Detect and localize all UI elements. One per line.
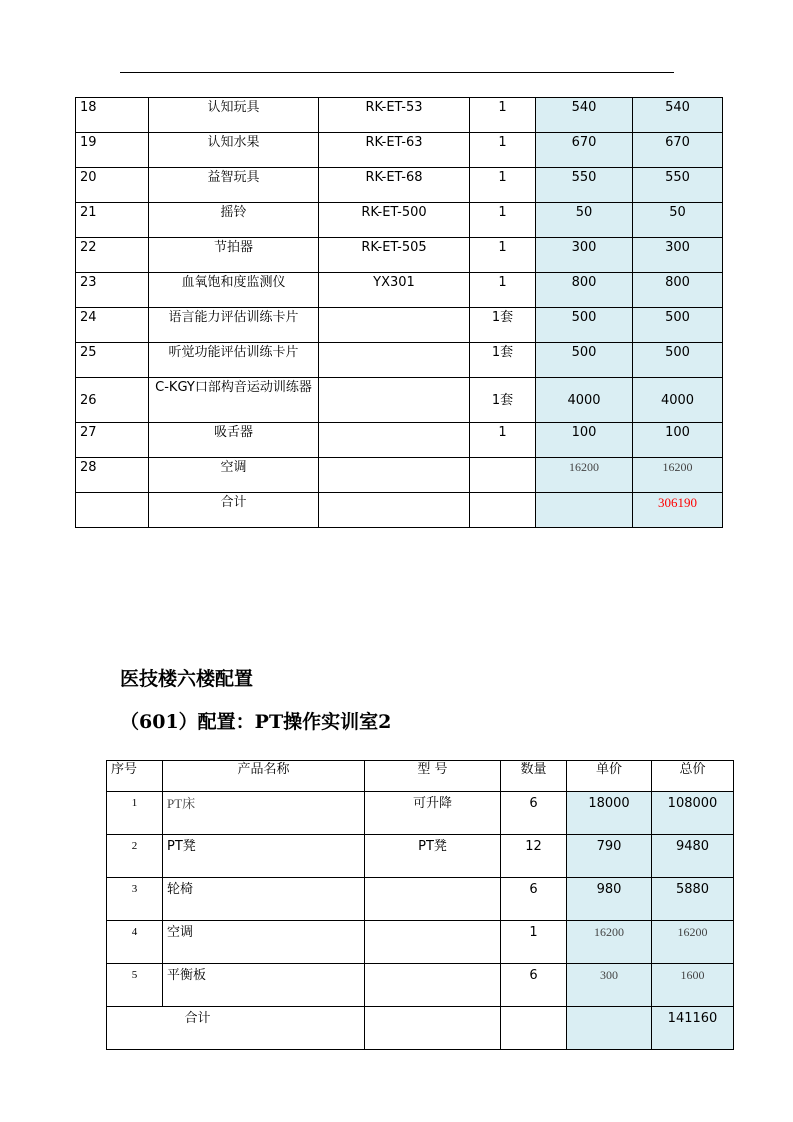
model: 可升降 bbox=[365, 792, 501, 835]
quantity: 1 bbox=[501, 921, 567, 964]
product-name: 语言能力评估训练卡片 bbox=[149, 308, 319, 343]
unit-price: 4000 bbox=[536, 378, 633, 423]
product-name: 空调 bbox=[149, 458, 319, 493]
table-row bbox=[76, 98, 723, 133]
unit-price: 18000 bbox=[567, 792, 652, 835]
empty-cell bbox=[76, 493, 149, 528]
table-row bbox=[107, 878, 734, 921]
table-row bbox=[76, 343, 723, 378]
empty-cell bbox=[501, 1007, 567, 1050]
row-number: 5 bbox=[107, 964, 163, 1007]
model: RK-ET-68 bbox=[319, 168, 470, 203]
unit-price: 50 bbox=[536, 203, 633, 238]
table-row bbox=[107, 835, 734, 878]
unit-price: 500 bbox=[536, 343, 633, 378]
table-row bbox=[107, 964, 734, 1007]
table-row bbox=[76, 308, 723, 343]
row-number: 21 bbox=[76, 203, 149, 238]
table-row bbox=[76, 203, 723, 238]
total-price: 16200 bbox=[633, 458, 723, 493]
quantity: 1 bbox=[470, 203, 536, 238]
row-number: 26 bbox=[76, 378, 149, 423]
unit-price: 800 bbox=[536, 273, 633, 308]
row-number: 28 bbox=[76, 458, 149, 493]
total-price: 500 bbox=[633, 343, 723, 378]
model bbox=[319, 308, 470, 343]
row-number: 18 bbox=[76, 98, 149, 133]
total-price: 500 bbox=[633, 308, 723, 343]
product-name: PT凳 bbox=[163, 835, 365, 878]
section-heading: 医技楼六楼配置 bbox=[120, 668, 254, 690]
header-model: 型 号 bbox=[365, 761, 501, 792]
pt-room-table bbox=[106, 760, 734, 1050]
model: RK-ET-505 bbox=[319, 238, 470, 273]
model bbox=[365, 921, 501, 964]
header-qty: 数量 bbox=[501, 761, 567, 792]
row-number: 4 bbox=[107, 921, 163, 964]
row-number: 23 bbox=[76, 273, 149, 308]
empty-cell bbox=[536, 493, 633, 528]
product-name: 认知玩具 bbox=[149, 98, 319, 133]
model bbox=[319, 458, 470, 493]
total-price: 300 bbox=[633, 238, 723, 273]
product-name: 空调 bbox=[163, 921, 365, 964]
quantity: 6 bbox=[501, 964, 567, 1007]
quantity: 1 bbox=[470, 98, 536, 133]
model bbox=[319, 423, 470, 458]
quantity: 1套 bbox=[470, 308, 536, 343]
model bbox=[319, 378, 470, 423]
header-unit-price: 单价 bbox=[567, 761, 652, 792]
unit-price: 790 bbox=[567, 835, 652, 878]
total-price: 50 bbox=[633, 203, 723, 238]
total-price: 9480 bbox=[652, 835, 734, 878]
model bbox=[365, 878, 501, 921]
unit-price: 500 bbox=[536, 308, 633, 343]
total-price: 108000 bbox=[652, 792, 734, 835]
product-name: 平衡板 bbox=[163, 964, 365, 1007]
total-price: 670 bbox=[633, 133, 723, 168]
table-row bbox=[107, 921, 734, 964]
row-number: 22 bbox=[76, 238, 149, 273]
quantity: 1套 bbox=[470, 378, 536, 423]
total-price: 550 bbox=[633, 168, 723, 203]
quantity: 1套 bbox=[470, 343, 536, 378]
total-price: 100 bbox=[633, 423, 723, 458]
total-price: 1600 bbox=[652, 964, 734, 1007]
quantity: 1 bbox=[470, 133, 536, 168]
total-label: 合计 bbox=[149, 493, 319, 528]
total-price: 16200 bbox=[652, 921, 734, 964]
model: PT凳 bbox=[365, 835, 501, 878]
unit-price: 550 bbox=[536, 168, 633, 203]
unit-price: 670 bbox=[536, 133, 633, 168]
row-number: 2 bbox=[107, 835, 163, 878]
product-name: 血氧饱和度监测仪 bbox=[149, 273, 319, 308]
unit-price: 300 bbox=[567, 964, 652, 1007]
total-price: 5880 bbox=[652, 878, 734, 921]
table-row bbox=[107, 792, 734, 835]
quantity: 1 bbox=[470, 238, 536, 273]
row-number: 27 bbox=[76, 423, 149, 458]
table-row bbox=[76, 238, 723, 273]
quantity: 1 bbox=[470, 423, 536, 458]
row-number: 19 bbox=[76, 133, 149, 168]
table-row bbox=[76, 168, 723, 203]
row-number: 24 bbox=[76, 308, 149, 343]
table-row bbox=[76, 423, 723, 458]
model bbox=[319, 343, 470, 378]
unit-price: 16200 bbox=[536, 458, 633, 493]
empty-cell bbox=[365, 1007, 501, 1050]
unit-price: 540 bbox=[536, 98, 633, 133]
quantity: 1 bbox=[470, 168, 536, 203]
unit-price: 100 bbox=[536, 423, 633, 458]
header-name: 产品名称 bbox=[163, 761, 365, 792]
total-row bbox=[107, 1007, 734, 1050]
product-name: 节拍器 bbox=[149, 238, 319, 273]
quantity: 1 bbox=[470, 273, 536, 308]
unit-price: 980 bbox=[567, 878, 652, 921]
unit-price: 300 bbox=[536, 238, 633, 273]
equipment-table-continued bbox=[75, 97, 723, 528]
model: RK-ET-53 bbox=[319, 98, 470, 133]
table-row bbox=[76, 378, 723, 423]
empty-cell bbox=[567, 1007, 652, 1050]
grand-total: 141160 bbox=[652, 1007, 734, 1050]
model: RK-ET-63 bbox=[319, 133, 470, 168]
quantity: 12 bbox=[501, 835, 567, 878]
total-label: 合计 bbox=[107, 1007, 365, 1050]
product-name: C-KGY口部构音运动训练器 bbox=[149, 378, 319, 423]
table-row bbox=[76, 458, 723, 493]
empty-cell bbox=[470, 493, 536, 528]
product-name: 认知水果 bbox=[149, 133, 319, 168]
model: YX301 bbox=[319, 273, 470, 308]
table-row bbox=[76, 133, 723, 168]
product-name: 益智玩具 bbox=[149, 168, 319, 203]
quantity: 6 bbox=[501, 878, 567, 921]
grand-total: 306190 bbox=[633, 493, 723, 528]
row-number: 1 bbox=[107, 792, 163, 835]
row-number: 20 bbox=[76, 168, 149, 203]
product-name: 听觉功能评估训练卡片 bbox=[149, 343, 319, 378]
row-number: 3 bbox=[107, 878, 163, 921]
total-price: 540 bbox=[633, 98, 723, 133]
table-header-row bbox=[107, 761, 734, 792]
model bbox=[365, 964, 501, 1007]
empty-cell bbox=[319, 493, 470, 528]
header-total: 总价 bbox=[652, 761, 734, 792]
product-name: 轮椅 bbox=[163, 878, 365, 921]
total-price: 800 bbox=[633, 273, 723, 308]
product-name: 吸舌器 bbox=[149, 423, 319, 458]
quantity bbox=[470, 458, 536, 493]
quantity: 6 bbox=[501, 792, 567, 835]
unit-price: 16200 bbox=[567, 921, 652, 964]
total-row bbox=[76, 493, 723, 528]
subsection-heading: （601）配置：PT操作实训室2 bbox=[120, 711, 392, 733]
header-rule bbox=[120, 72, 674, 73]
table-row bbox=[76, 273, 723, 308]
total-price: 4000 bbox=[633, 378, 723, 423]
model: RK-ET-500 bbox=[319, 203, 470, 238]
product-name: 摇铃 bbox=[149, 203, 319, 238]
header-no: 序号 bbox=[107, 761, 163, 792]
product-name: PT床 bbox=[163, 792, 365, 835]
row-number: 25 bbox=[76, 343, 149, 378]
